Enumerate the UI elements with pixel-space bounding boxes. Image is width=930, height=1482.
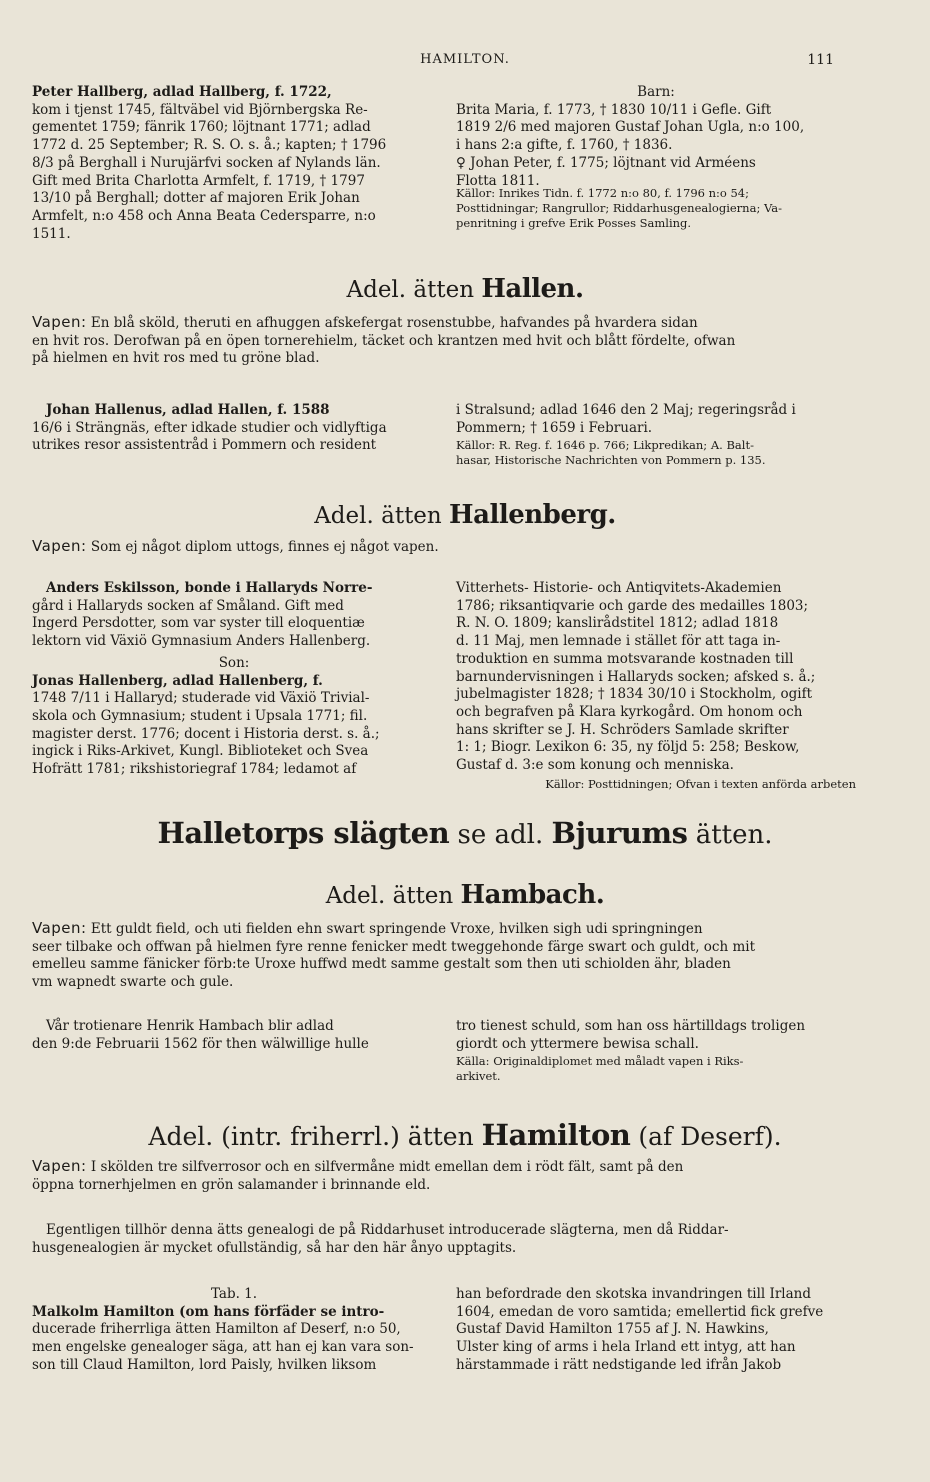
heading-prefix: Adel. (intr. friherrl.) ätten xyxy=(148,1122,474,1151)
hallen-sources xyxy=(456,438,856,468)
hambach-right-column xyxy=(456,1018,856,1053)
running-head: HAMILTON. xyxy=(420,52,510,67)
heading-prefix: Adel. ätten xyxy=(346,277,475,303)
hallenberg-right-column xyxy=(456,580,856,792)
cross-reference-text: se adl. xyxy=(457,820,544,850)
source-line: Källor: Inrikes Tidn. f. 1772 n:o 80, f. 1796 n:o 54; xyxy=(456,186,749,200)
source-line: hasar, Historische Nachrichten von Pommern p. 135. xyxy=(456,453,766,467)
hallberg-left-column xyxy=(32,84,436,243)
section-heading-hamilton xyxy=(0,1118,930,1152)
text-line: i Stralsund; adlad 1646 den 2 Maj; regeringsråd i xyxy=(456,402,796,418)
text-line: i hans 2:a gifte, f. 1760, † 1836. xyxy=(456,137,673,154)
text-line: härstammade i rätt nedstigande led ifrån Jakob xyxy=(456,1356,782,1373)
text-line: husgenealogien är mycket ofullständig, så har den här ånyo upptagits. xyxy=(32,1239,517,1256)
section-heading-hallen xyxy=(0,274,930,304)
hallberg-right-column xyxy=(456,84,856,190)
section-heading-hambach xyxy=(0,880,930,910)
text-line: gård i Hallaryds socken af Småland. Gift med xyxy=(32,597,344,614)
text-line: den 9:de Februarii 1562 för then wälwillige hulle xyxy=(32,1035,369,1052)
page-number: 111 xyxy=(807,52,834,68)
text-line: seer tilbake och offwan på hielmen fyre renne fenicker medt tweggehonde färge swart och guldt, och mit xyxy=(32,938,756,955)
hambach-sources xyxy=(456,1054,856,1084)
text-line: 1819 2/6 med majoren Gustaf Johan Ugla, n:o 100, xyxy=(456,119,805,136)
text-line: 16/6 i Strängnäs, efter idkade studier och vidlyftiga xyxy=(32,419,387,436)
cross-reference-target: Bjurums xyxy=(551,816,688,850)
hamilton-right-column xyxy=(456,1286,856,1375)
vapen-label: Vapen: xyxy=(32,313,87,331)
text-line: Ingerd Persdotter, som var syster till eloquentiæ xyxy=(32,615,365,632)
text-line: på hielmen en hvit ros med tu gröne blad. xyxy=(32,350,320,367)
hallenberg-vapen xyxy=(32,538,857,557)
hallen-right-column xyxy=(456,402,856,437)
vapen-label: Vapen: xyxy=(32,919,87,937)
text-line: 1604, emedan de voro samtida; emellertid fick grefve xyxy=(456,1303,824,1320)
text-line: I skölden tre silfverrosor och en silfvermåne midt emellan dem i rödt fält, samt på den xyxy=(90,1159,684,1175)
hallenberg-sources: Källor: Posttidningen; Ofvan i texten anförda arbeten xyxy=(545,776,856,791)
hamilton-intro xyxy=(32,1222,857,1257)
text-line: 1: 1; Biogr. Lexikon 6: 35, ny följd 5: 258; Beskow, xyxy=(456,739,800,756)
text-line: vm wapnedt swarte och gule. xyxy=(32,974,234,991)
text-line: 8/3 på Berghall i Nurujärfvi socken af Nylands län. xyxy=(32,154,381,171)
text-line: Flotta 1811. xyxy=(456,172,540,189)
hallen-left-column xyxy=(32,402,436,455)
text-line: R. N. O. 1809; kanslirådstitel 1812; adlad 1818 xyxy=(456,615,779,632)
hallen-vapen xyxy=(32,314,857,368)
text-line: 1786; riksantiqvarie och garde des medailles 1803; xyxy=(456,597,809,614)
heading-prefix: Adel. ätten xyxy=(325,883,454,909)
hallenberg-left-column xyxy=(32,580,436,779)
text-line: troduktion en summa motsvarande kostnaden till xyxy=(456,650,794,667)
children-label: Barn: xyxy=(637,84,675,100)
text-line: han befordrade den skotska invandringen till Irland xyxy=(456,1286,811,1302)
text-line: Som ej något diplom uttogs, finnes ej något vapen. xyxy=(90,539,439,555)
text-line: hans skrifter se J. H. Schröders Samlade skrifter xyxy=(456,721,789,738)
source-line: Källa: Originaldiplomet med måladt vapen i Riks- xyxy=(456,1054,744,1068)
hamilton-left-column xyxy=(32,1286,436,1375)
text-line: En blå sköld, theruti en afhuggen afskefergat rosenstubbe, hafvandes på hvardera sidan xyxy=(90,315,698,331)
heading-family-name: Hambach. xyxy=(460,880,605,910)
text-line: tro tienest schuld, som han oss härtilldags troligen xyxy=(456,1018,806,1034)
text-line: Gift med Brita Charlotta Armfelt, f. 1719, † 1797 xyxy=(32,172,365,189)
text-line: Ulster king of arms i hela Irland ett intyg, att han xyxy=(456,1339,796,1356)
text-line: öppna tornerhjelmen en grön salamander i brinnande eld. xyxy=(32,1176,431,1193)
text-line: och begrafven på Klara kyrkogård. Om honom och xyxy=(456,703,803,720)
text-line: magister derst. 1776; docent i Historia derst. s. å.; xyxy=(32,725,380,742)
text-line: kom i tjenst 1745, fältväbel vid Björnbergska Re- xyxy=(32,101,368,118)
text-line: Johan Hallenus, adlad Hallen, f. 1588 xyxy=(46,402,330,418)
text-line: d. 11 Maj, men lemnade i stället för att taga in- xyxy=(456,633,781,650)
hallberg-sources xyxy=(456,186,856,231)
family-name: Halletorps slägten xyxy=(157,816,450,850)
text-line: Gustaf d. 3:e som konung och menniska. xyxy=(456,757,734,774)
text-line: Egentligen tillhör denna ätts genealogi de på Riddarhuset introducerade slägterna, men då Riddar- xyxy=(46,1222,729,1238)
heading-family-name: Hamilton xyxy=(481,1118,631,1152)
table-label: Tab. 1. xyxy=(210,1286,258,1302)
text-line: ingick i Riks-Arkivet, Kungl. Biblioteket och Svea xyxy=(32,743,369,760)
text-line: barnundervisningen i Hallaryds socken; afsked s. å.; xyxy=(456,668,816,685)
cross-reference-halletorp xyxy=(0,816,930,850)
text-line: Brita Maria, f. 1773, † 1830 10/11 i Gefle. Gift xyxy=(456,101,772,118)
text-line: en hvit ros. Derofwan på en öpen tornerehielm, täcket och krantzen med hvit och blått fördelte, ofwan xyxy=(32,332,736,349)
text-line: Vår trotienare Henrik Hambach blir adlad xyxy=(46,1018,334,1034)
text-line: Jonas Hallenberg, adlad Hallenberg, f. xyxy=(32,672,323,689)
heading-suffix: (af Deserf). xyxy=(638,1122,782,1151)
text-line: men engelske genealoger säga, att han ej kan vara son- xyxy=(32,1339,414,1356)
text-line: 13/10 på Berghall; dotter af majoren Erik Johan xyxy=(32,190,360,207)
text-line: Armfelt, n:o 458 och Anna Beata Cedersparre, n:o xyxy=(32,207,376,224)
hambach-vapen xyxy=(32,920,857,992)
source-line: Källor: R. Reg. f. 1646 p. 766; Likpredikan; A. Balt- xyxy=(456,438,754,452)
text-line: 1748 7/11 i Hallaryd; studerade vid Växiö Trivial- xyxy=(32,690,370,707)
text-line: skola och Gymnasium; student i Upsala 1771; fil. xyxy=(32,707,368,724)
text-line: son till Claud Hamilton, lord Paisly, hvilken liksom xyxy=(32,1356,377,1373)
text-line: Peter Hallberg, adlad Hallberg, f. 1722, xyxy=(32,84,332,100)
section-heading-hallenberg xyxy=(0,500,930,530)
heading-family-name: Hallenberg. xyxy=(449,500,616,530)
heading-prefix: Adel. ätten xyxy=(314,503,442,529)
text-line: 1772 d. 25 September; R. S. O. s. å.; kapten; † 1796 xyxy=(32,137,387,154)
vapen-label: Vapen: xyxy=(32,1157,87,1175)
text-line: giordt och yttermere bewisa schall. xyxy=(456,1035,699,1052)
source-line: arkivet. xyxy=(456,1069,501,1083)
text-line: Hofrätt 1781; rikshistoriegraf 1784; ledamot af xyxy=(32,761,357,778)
text-line: lektorn vid Växiö Gymnasium Anders Hallenberg. xyxy=(32,633,371,650)
source-line: Posttidningar; Rangrullor; Riddarhusgenealogierna; Va- xyxy=(456,201,782,215)
son-label: Son: xyxy=(218,654,250,671)
source-line: penritning i grefve Erik Posses Samling. xyxy=(456,216,692,230)
text-line: ♀ Johan Peter, f. 1775; löjtnant vid Arméens xyxy=(456,154,756,171)
text-line: jubelmagister 1828; † 1834 30/10 i Stockholm, ogift xyxy=(456,686,812,703)
hamilton-vapen xyxy=(32,1158,857,1194)
text-line: emelleu samme fänicker förb:te Uroxe huffwd medt samme gestalt som then uti schiolden ähr, bladen xyxy=(32,956,731,973)
text-line: Anders Eskilsson, bonde i Hallaryds Norre- xyxy=(46,580,373,596)
cross-reference-suffix: ätten. xyxy=(695,820,773,850)
text-line: gementet 1759; fänrik 1760; löjtnant 1771; adlad xyxy=(32,119,371,136)
text-line: Gustaf David Hamilton 1755 af J. N. Hawkins, xyxy=(456,1321,769,1338)
text-line: utrikes resor assistentråd i Pommern och resident xyxy=(32,437,377,454)
text-line: Ett guldt field, och uti fielden ehn swart springende Vroxe, hvilken sigh udi springningen xyxy=(90,921,703,937)
text-line: 1511. xyxy=(32,225,71,242)
heading-family-name: Hallen. xyxy=(481,274,584,304)
text-line: Pommern; † 1659 i Februari. xyxy=(456,419,653,436)
text-line: Malkolm Hamilton (om hans förfäder se intro- xyxy=(32,1303,385,1320)
text-line: Vitterhets- Historie- och Antiqvitets-Akademien xyxy=(456,580,782,596)
vapen-label: Vapen: xyxy=(32,537,87,555)
hambach-left-column xyxy=(32,1018,436,1053)
text-line: ducerade friherrliga ätten Hamilton af Deserf, n:o 50, xyxy=(32,1321,401,1338)
